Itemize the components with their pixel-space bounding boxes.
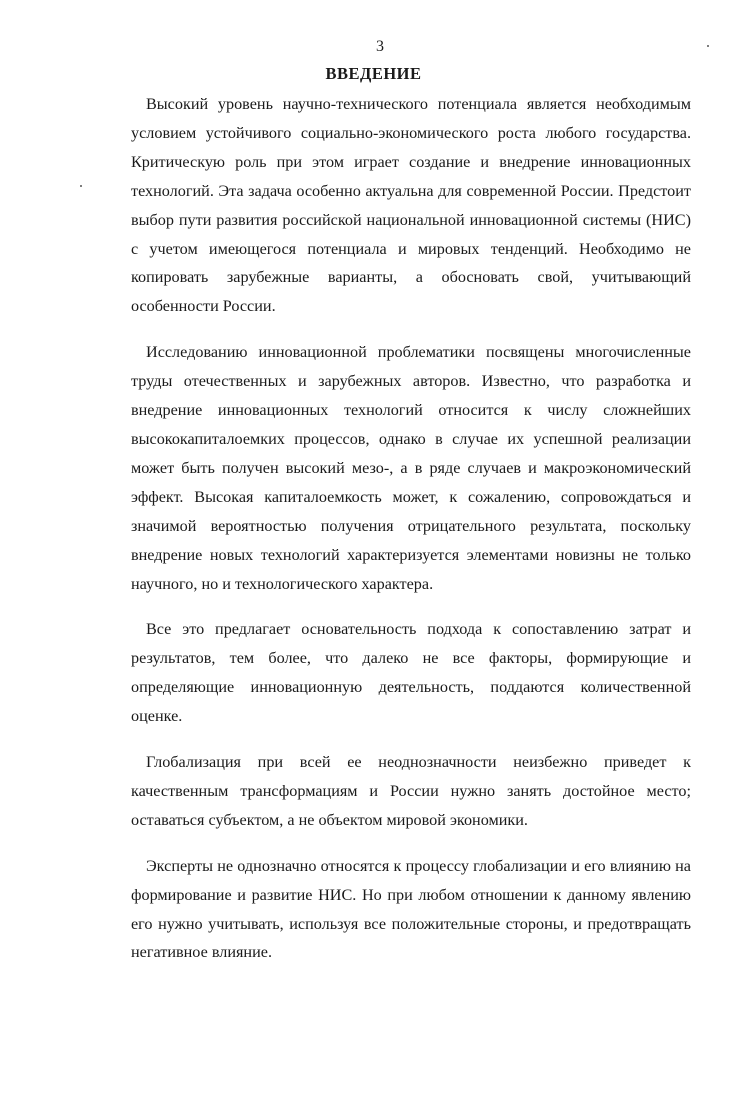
paragraph-4: Глобализация при всей ее неоднозначности неизбежно приведет к качественным трансформациям и России нужно занять достойное место; оставаться субъектом, а не объектом мировой экономики. <box>131 753 691 829</box>
paragraph-1: Высокий уровень научно-технического потенциала является необходимым условием устойчивого социально-экономического роста любого государства. Критическую роль при этом играет создание и внедрение инновационных технологий. Эта задача особенно актуальна для современной России. Предстоит выбор пути развития российской национальной инновационной системы (НИС) с учетом имеющегося потенциала и мировых тенденций. Необходимо не копировать зарубежные варианты, а обосновать свой, учитывающий особенности России. <box>131 95 691 316</box>
paragraph-5: Эксперты не однозначно относятся к процессу глобализации и его влиянию на формирование и развитие НИС. Но при любом отношении к данному явлению его нужно учитывать, используя все положительные стороны, и предотвращать негативное влияние. <box>131 856 691 962</box>
scan-speck <box>80 185 82 187</box>
page-title: ВВЕДЕНИЕ <box>325 64 422 83</box>
paragraph-2: Исследованию инновационной проблематики посвящены многочисленные труды отечественных и зарубежных авторов. Известно, что разработка и внедрение инновационных технологий относится к числу сложнейших высококапиталоемких процессов, однако в случае их успешной реализации может быть получен высокий мезо-, а в ряде случаев и макроэкономический эффект. Высокая капиталоемкость может, к сожалению, сопровождаться и значимой вероятностью получения отрицательного результата, поскольку внедрение новых технологий характеризуется элементами новизны не только научного, но и технологического характера. <box>131 343 691 593</box>
page-number: 3 <box>376 38 384 55</box>
body-text <box>131 90 691 984</box>
paragraph-3: Все это предлагает основательность подхода к сопоставлению затрат и результатов, тем более, что далеко не все факторы, формирующие и определяющие инновационную деятельность, поддаются количественной оценке. <box>131 620 691 726</box>
scan-speck <box>707 45 709 47</box>
